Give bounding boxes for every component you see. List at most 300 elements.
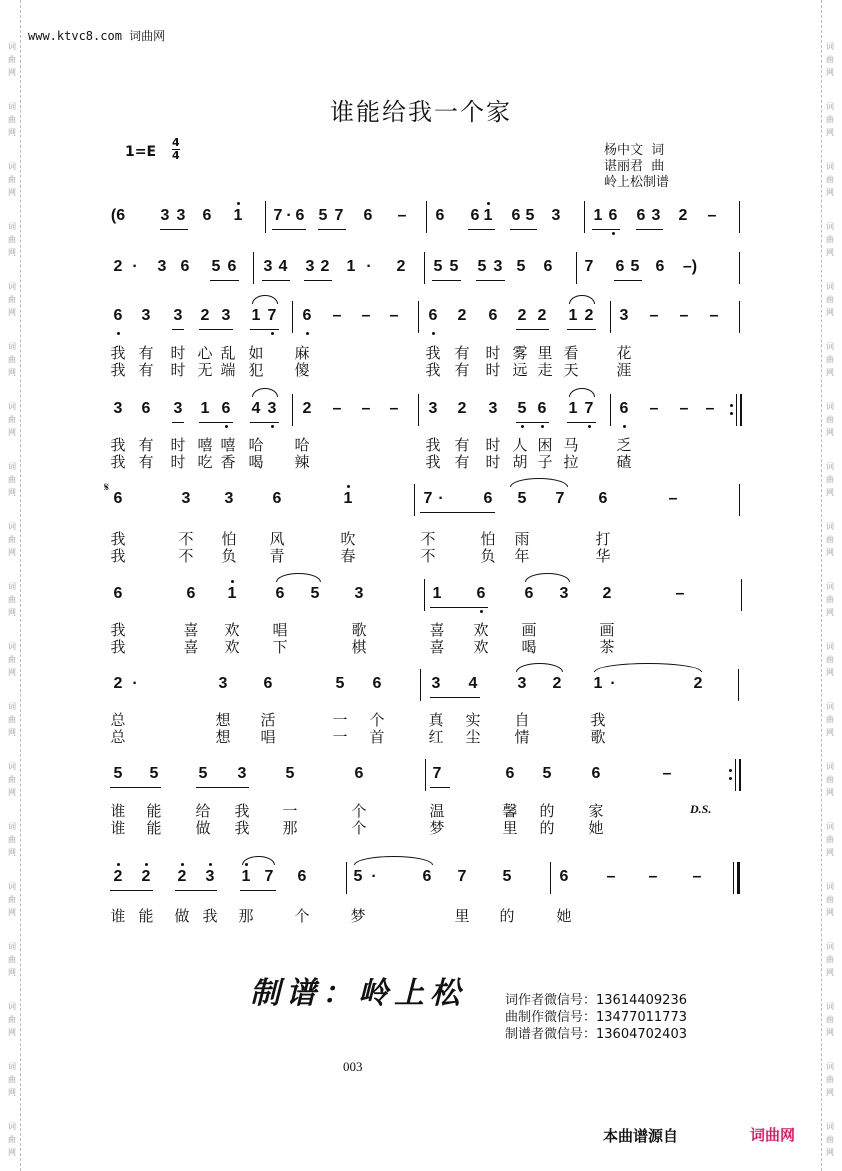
note: 2 <box>602 585 612 602</box>
note: – <box>361 307 371 324</box>
lyric-syllable: 我 <box>234 802 250 820</box>
watermark-text: 词 曲 网 <box>8 102 16 137</box>
slur-arc <box>569 295 595 304</box>
slur-arc <box>242 856 275 865</box>
lyric-syllable: 我 <box>110 547 126 565</box>
note: 6 <box>186 585 196 602</box>
octave-dot-below <box>432 332 435 335</box>
lyric-syllable: 能 <box>146 802 162 820</box>
lyric-syllable: 一 <box>282 802 298 820</box>
note: 2 <box>552 675 562 692</box>
note: 2 <box>517 307 527 324</box>
time-sig-top: 4 <box>172 136 180 149</box>
lyric-syllable: 花 <box>616 344 632 362</box>
lyric-syllable: 春 <box>340 547 356 565</box>
barline <box>425 759 426 791</box>
note: – <box>705 400 715 417</box>
note: – <box>707 207 717 224</box>
note: 3 <box>113 400 123 417</box>
lyric-syllable: 乏 <box>616 436 632 454</box>
lyric-syllable: 棋 <box>351 638 367 656</box>
source-brand-link[interactable]: 词曲网 <box>750 1126 796 1144</box>
note: – <box>679 307 689 324</box>
watermark-text: 词 曲 网 <box>8 582 16 617</box>
lyric-syllable: 打 <box>595 530 611 548</box>
credits <box>604 143 669 191</box>
repeat-dot <box>729 777 732 780</box>
time-signature <box>172 137 180 162</box>
source-label: 本曲谱源自 <box>603 1127 679 1145</box>
lyric-syllable: 谁 <box>110 907 126 925</box>
lyric-syllable: 一 <box>332 711 348 729</box>
note: 2 <box>457 400 467 417</box>
octave-dot-above <box>487 202 490 205</box>
lyric-syllable: 怕 <box>221 530 237 548</box>
note: – <box>649 307 659 324</box>
note: 1 <box>227 585 237 602</box>
watermark-text: 词 曲 网 <box>826 822 834 857</box>
lyric-syllable: 我 <box>110 621 126 639</box>
lyric-syllable: 总 <box>110 728 126 746</box>
lyric-syllable: 犯 <box>248 361 264 379</box>
note: 3 <box>176 207 186 224</box>
lyric-syllable: 子 <box>537 453 553 471</box>
lyric-syllable: 风 <box>269 530 285 548</box>
note: 6 <box>476 585 486 602</box>
note: 5 <box>335 675 345 692</box>
lyric-syllable: 有 <box>138 453 154 471</box>
lyric-syllable: 下 <box>272 638 288 656</box>
beam-underline <box>199 422 233 423</box>
note: 3 <box>305 258 315 275</box>
lyric-syllable: 时 <box>170 344 186 362</box>
note: – <box>709 307 719 324</box>
slur-arc <box>525 573 570 582</box>
lyric-syllable: 活 <box>260 711 276 729</box>
note: 7 <box>423 490 433 507</box>
lyric-syllable: 馨 <box>502 802 518 820</box>
note: 5 <box>318 207 328 224</box>
lyric-syllable: 欢 <box>473 638 489 656</box>
note: 7 <box>264 868 274 885</box>
beam-underline <box>420 512 495 513</box>
note: 1 <box>483 207 493 224</box>
note: 6 <box>295 207 305 224</box>
slur-arc <box>569 388 595 397</box>
note: 6 <box>591 765 601 782</box>
beam-underline <box>250 422 279 423</box>
watermark-text: 词 曲 网 <box>826 702 834 737</box>
lyric-syllable: 吃 <box>197 453 213 471</box>
octave-dot-above <box>181 863 184 866</box>
note: 6 <box>221 400 231 417</box>
note: 6 <box>505 765 515 782</box>
beam-underline <box>516 422 549 423</box>
watermark-text: 词 曲 网 <box>826 762 834 797</box>
note: 3 <box>428 400 438 417</box>
lyric-syllable: 个 <box>351 819 367 837</box>
octave-dot-below <box>271 425 274 428</box>
note: 6 <box>354 765 364 782</box>
lyric-syllable: 我 <box>110 436 126 454</box>
lyric-syllable: 歌 <box>351 621 367 639</box>
beam-underline <box>175 890 217 891</box>
barline <box>420 669 421 701</box>
lyric-syllable: 我 <box>110 361 126 379</box>
note: – <box>389 400 399 417</box>
lyric-syllable: 首 <box>369 728 385 746</box>
lyric-syllable: 给 <box>195 802 211 820</box>
slur-arc <box>594 663 702 672</box>
lyric-syllable: 嘻 <box>220 436 236 454</box>
arranger-credit: 岭上松制谱 <box>604 175 670 190</box>
note: 1 <box>593 675 603 692</box>
octave-dot-below <box>588 425 591 428</box>
note: 4 <box>468 675 478 692</box>
octave-dot-above <box>237 202 240 205</box>
score-wechat: 制谱者微信号：13604702403 <box>505 1027 687 1042</box>
beam-underline <box>272 229 306 230</box>
note: 2 <box>141 868 151 885</box>
beam-underline <box>250 329 279 330</box>
note: 3 <box>267 400 277 417</box>
note: 6 <box>559 868 569 885</box>
note: 5 <box>149 765 159 782</box>
note: – <box>606 868 616 885</box>
lyric-syllable: 我 <box>110 453 126 471</box>
note: 3 <box>181 490 191 507</box>
beam-underline <box>196 787 249 788</box>
music-wechat: 曲制作微信号：13477011773 <box>505 1010 687 1025</box>
lyric-syllable: 涯 <box>616 361 632 379</box>
lyric-syllable: 尘 <box>465 728 481 746</box>
final-barline-thick <box>737 862 740 894</box>
note: 5 <box>517 400 527 417</box>
beam-underline <box>160 229 188 230</box>
note: 2 <box>678 207 688 224</box>
watermark-text: 词 曲 网 <box>8 282 16 317</box>
watermark-text: 词 曲 网 <box>8 402 16 437</box>
slur-arc <box>276 573 321 582</box>
lyric-syllable: 碴 <box>616 453 632 471</box>
note: 5 <box>433 258 443 275</box>
note: 1 <box>346 258 356 275</box>
lyric-syllable: 个 <box>369 711 385 729</box>
lyric-syllable: 画 <box>599 621 615 639</box>
lyric-syllable: 乱 <box>220 344 236 362</box>
lyric-syllable: 马 <box>563 436 579 454</box>
note: 6 <box>113 490 123 507</box>
beam-underline <box>210 280 239 281</box>
lyric-syllable: 唱 <box>260 728 276 746</box>
lyric-syllable: 如 <box>248 344 264 362</box>
beam-underline <box>430 607 488 608</box>
note: 6 <box>619 400 629 417</box>
lyric-syllable: 我 <box>425 453 441 471</box>
barline <box>739 201 740 233</box>
note: – <box>648 868 658 885</box>
note: 2 <box>302 400 312 417</box>
note: – <box>389 307 399 324</box>
watermark-text: 词 曲 网 <box>826 222 834 257</box>
lyric-syllable: 有 <box>454 453 470 471</box>
lyric-syllable: 麻 <box>294 344 310 362</box>
note: 6 <box>598 490 608 507</box>
lyric-syllable: 傻 <box>294 361 310 379</box>
note: 3 <box>141 307 151 324</box>
lyric-syllable: 时 <box>170 436 186 454</box>
watermark-text: 词 曲 网 <box>826 522 834 557</box>
lyric-syllable: 歌 <box>590 728 606 746</box>
slur-arc <box>354 856 433 865</box>
barline <box>292 394 293 426</box>
note: 6 <box>272 490 282 507</box>
lyric-syllable: 欢 <box>224 621 240 639</box>
lyric-syllable: 里 <box>454 907 470 925</box>
note: 3 <box>205 868 215 885</box>
slur-arc <box>516 663 563 672</box>
lyric-syllable: 不 <box>178 530 194 548</box>
page-number: 003 <box>343 1059 363 1074</box>
barline <box>741 579 742 611</box>
lyric-syllable: 有 <box>138 361 154 379</box>
watermark-text: 词 曲 网 <box>826 162 834 197</box>
note: 6 <box>655 258 665 275</box>
note: – <box>397 207 407 224</box>
note: 7 <box>555 490 565 507</box>
note: · <box>132 675 138 692</box>
octave-dot-above <box>231 580 234 583</box>
lyric-syllable: 负 <box>480 547 496 565</box>
lyric-syllable: 情 <box>514 728 530 746</box>
beam-underline <box>240 890 276 891</box>
note: 3 <box>493 258 503 275</box>
beam-underline <box>567 422 596 423</box>
lyric-syllable: 欢 <box>224 638 240 656</box>
beam-underline <box>172 329 184 330</box>
note: 3 <box>157 258 167 275</box>
final-barline-thin <box>733 862 734 894</box>
note: 5 <box>477 258 487 275</box>
segno-sign: 𝄋 <box>104 480 110 494</box>
lyric-syllable: 困 <box>537 436 553 454</box>
note: – <box>679 400 689 417</box>
lyric-syllable: 画 <box>521 621 537 639</box>
note: 3 <box>173 307 183 324</box>
lyric-syllable: 华 <box>595 547 611 565</box>
octave-dot-above <box>117 863 120 866</box>
lyric-syllable: 远 <box>512 361 528 379</box>
watermark-text: 词 曲 网 <box>826 882 834 917</box>
beam-underline <box>430 697 480 698</box>
octave-dot-below <box>117 332 120 335</box>
octave-dot-below <box>623 425 626 428</box>
barline <box>738 669 739 701</box>
lyric-syllable: 谁 <box>110 802 126 820</box>
watermark-text: 词 曲 网 <box>826 1122 834 1157</box>
lyric-syllable: 温 <box>429 802 445 820</box>
note: 6 <box>227 258 237 275</box>
note: 2 <box>320 258 330 275</box>
lyric-syllable: 时 <box>485 344 501 362</box>
watermark-text: 词 曲 网 <box>826 282 834 317</box>
note: 7 <box>432 765 442 782</box>
note: 6 <box>263 675 273 692</box>
note: – <box>332 307 342 324</box>
watermark-text: 词 曲 网 <box>8 702 16 737</box>
beam-underline <box>172 422 184 423</box>
beam-underline <box>432 280 461 281</box>
note: – <box>675 585 685 602</box>
repeat-barline-thick <box>739 759 741 791</box>
lyric-syllable: 年 <box>514 547 530 565</box>
note: 6 <box>113 585 123 602</box>
octave-dot-above <box>347 485 350 488</box>
lyric-syllable: 吹 <box>340 530 356 548</box>
beam-underline <box>318 229 346 230</box>
site-header: www.ktvc8.com 词曲网 <box>28 29 166 43</box>
watermark-text: 词 曲 网 <box>8 762 16 797</box>
watermark-text: 词 曲 网 <box>826 402 834 437</box>
note: 6 <box>537 400 547 417</box>
note: · <box>286 207 292 224</box>
note: 3 <box>160 207 170 224</box>
lyric-syllable: 想 <box>215 728 231 746</box>
lyric-syllable: 我 <box>234 819 250 837</box>
lyric-syllable: 做 <box>195 819 211 837</box>
lyric-syllable: 雨 <box>514 530 530 548</box>
watermark-text: 词 曲 网 <box>8 882 16 917</box>
lyric-syllable: 不 <box>420 547 436 565</box>
note: · <box>610 675 616 692</box>
note: 4 <box>278 258 288 275</box>
note: 3 <box>551 207 561 224</box>
barline <box>418 394 419 426</box>
watermark-text: 词 曲 网 <box>8 42 16 77</box>
note: 5 <box>502 868 512 885</box>
note: 6 <box>543 258 553 275</box>
note: – <box>649 400 659 417</box>
note: 5 <box>353 868 363 885</box>
barline <box>414 484 415 516</box>
lyric-syllable: 有 <box>454 436 470 454</box>
lyric-syllable: 里 <box>537 344 553 362</box>
lyric-syllable: 的 <box>499 907 515 925</box>
slur-arc <box>510 478 568 487</box>
lyric-syllable: 红 <box>428 728 444 746</box>
repeat-dot <box>730 412 733 415</box>
repeat-dot <box>730 404 733 407</box>
lyric-syllable: 喜 <box>429 638 445 656</box>
barline <box>426 201 427 233</box>
barline <box>739 252 740 284</box>
note: 6 <box>483 490 493 507</box>
repeat-barline-thin <box>736 394 737 426</box>
note: 3 <box>218 675 228 692</box>
note: 1 <box>233 207 243 224</box>
note: 2 <box>693 675 703 692</box>
lyric-syllable: 天 <box>563 361 579 379</box>
lyric-syllable: 我 <box>590 711 606 729</box>
note: · <box>132 258 138 275</box>
note: 2 <box>584 307 594 324</box>
lyric-syllable: 时 <box>170 453 186 471</box>
note: 1 <box>251 307 261 324</box>
watermark-text: 词 曲 网 <box>8 1062 16 1097</box>
note: 1 <box>200 400 210 417</box>
lyric-syllable: 个 <box>294 907 310 925</box>
lyric-syllable: 怕 <box>480 530 496 548</box>
note: 5 <box>525 207 535 224</box>
lyric-syllable: 端 <box>220 361 236 379</box>
lyric-syllable: 胡 <box>512 453 528 471</box>
lyric-syllable: 我 <box>110 530 126 548</box>
note: – <box>332 400 342 417</box>
composer-credit: 谌丽君 曲 <box>604 159 665 174</box>
note: · <box>438 490 444 507</box>
note: 6 <box>180 258 190 275</box>
lyric-syllable: 唱 <box>272 621 288 639</box>
lyric-syllable: 辣 <box>294 453 310 471</box>
beam-underline <box>110 787 161 788</box>
lyric-syllable: 无 <box>197 361 213 379</box>
note: 5 <box>516 258 526 275</box>
lyric-syllable: 里 <box>502 819 518 837</box>
note: (6 <box>110 207 126 224</box>
lyric-syllable: 梦 <box>350 907 366 925</box>
note: 6 <box>636 207 646 224</box>
note: 5 <box>542 765 552 782</box>
watermark-text: 词 曲 网 <box>826 1062 834 1097</box>
note: 5 <box>198 765 208 782</box>
watermark-text: 词 曲 网 <box>8 222 16 257</box>
note: 3 <box>224 490 234 507</box>
note: 2 <box>396 258 406 275</box>
watermark-text: 词 曲 网 <box>826 942 834 977</box>
lyric-syllable: 真 <box>428 711 444 729</box>
beam-underline <box>592 229 620 230</box>
octave-dot-below <box>271 332 274 335</box>
note: 3 <box>488 400 498 417</box>
repeat-dot <box>729 769 732 772</box>
note: 7 <box>584 400 594 417</box>
lyric-syllable: 能 <box>146 819 162 837</box>
note: 7 <box>267 307 277 324</box>
note: 3 <box>354 585 364 602</box>
barline <box>253 252 254 284</box>
beam-underline <box>636 229 663 230</box>
octave-dot-below <box>306 332 309 335</box>
octave-dot-below <box>541 425 544 428</box>
lyric-syllable: 的 <box>539 819 555 837</box>
watermark-text: 词 曲 网 <box>8 522 16 557</box>
lyric-syllable: 香 <box>220 453 236 471</box>
watermark-text: 词 曲 网 <box>826 1002 834 1037</box>
lyric-syllable: 拉 <box>563 453 579 471</box>
watermark-text: 词 曲 网 <box>8 942 16 977</box>
note: · <box>371 868 377 885</box>
barline <box>292 301 293 333</box>
octave-dot-below <box>480 610 483 613</box>
octave-dot-above <box>145 863 148 866</box>
watermark-text: 词 曲 网 <box>8 1002 16 1037</box>
lyric-syllable: 时 <box>170 361 186 379</box>
lyric-syllable: 看 <box>563 344 579 362</box>
note: 2 <box>113 258 123 275</box>
watermark-text: 词 曲 网 <box>826 582 834 617</box>
note: 1 <box>593 207 603 224</box>
lyric-syllable: 的 <box>539 802 555 820</box>
